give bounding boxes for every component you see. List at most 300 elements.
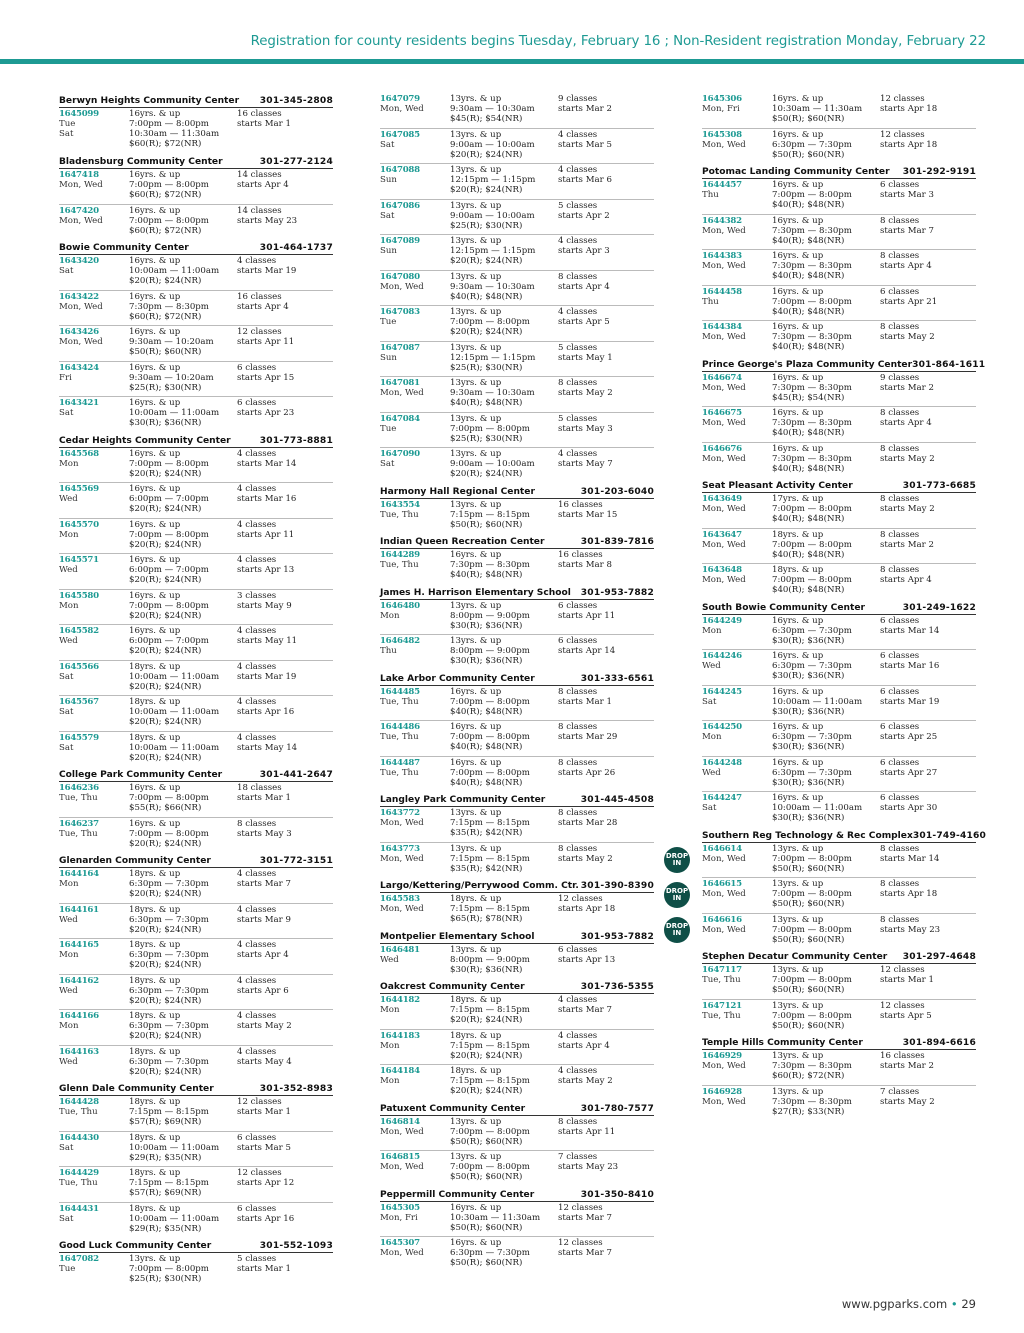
age-requirement: 16yrs. & up: [129, 291, 181, 302]
course-code-link[interactable]: 1646674: [702, 372, 742, 383]
location-header: [380, 1188, 654, 1202]
course-code-link[interactable]: 1643424: [59, 362, 99, 373]
class-count: 8 classes: [558, 843, 598, 854]
class-entry: [380, 93, 654, 129]
location-header: [59, 241, 333, 255]
course-code-link[interactable]: 1645308: [702, 129, 742, 140]
class-fee: $20(R); $24(NR): [450, 1050, 523, 1061]
class-days: Mon: [702, 625, 722, 636]
course-code-link[interactable]: 1647087: [380, 342, 420, 353]
course-code-link[interactable]: 1645569: [59, 484, 99, 494]
course-code-link[interactable]: 1643426: [59, 327, 99, 337]
course-code-link[interactable]: 1646615: [702, 879, 742, 889]
class-time: 10:30am — 11:30am: [450, 1212, 541, 1223]
class-days: Mon, Wed: [702, 1061, 746, 1071]
course-code-link[interactable]: 1643422: [59, 291, 99, 302]
location-phone: 301-333-6561: [580, 673, 654, 684]
class-days: Mon, Wed: [702, 418, 746, 428]
class-count: 6 classes: [880, 286, 920, 297]
age-requirement: 16yrs. & up: [129, 205, 181, 216]
class-entry: [380, 271, 654, 307]
start-date: starts Apr 30: [880, 803, 938, 813]
class-fee: $30(R); $36(NR): [450, 964, 523, 975]
class-entry: [702, 179, 976, 215]
age-requirement: 13yrs. & up: [450, 636, 502, 646]
course-code-link[interactable]: 1644161: [59, 904, 99, 915]
location-block: [702, 601, 976, 828]
start-date: starts May 2: [558, 388, 613, 398]
class-fee: $25(R); $30(NR): [129, 382, 202, 393]
start-date: starts Mar 5: [558, 139, 612, 150]
class-fee: $20(R); $24(NR): [450, 1015, 523, 1025]
course-code-link[interactable]: 1647082: [59, 1254, 99, 1264]
course-code-link[interactable]: 1644428: [59, 1097, 99, 1107]
course-code-link[interactable]: 1645305: [380, 1202, 420, 1213]
class-time: 7:30pm — 8:30pm: [772, 418, 852, 428]
start-date: starts Mar 2: [880, 382, 934, 393]
location-block: [380, 879, 654, 929]
course-code-link[interactable]: 1646616: [702, 914, 742, 925]
course-code-link[interactable]: 1644486: [380, 722, 420, 732]
course-code-link[interactable]: 1647420: [59, 205, 99, 216]
age-requirement: 13yrs. & up: [450, 843, 502, 854]
course-code-link[interactable]: 1647090: [380, 449, 420, 459]
age-requirement: 16yrs. & up: [772, 94, 824, 104]
location-block: [380, 1188, 654, 1273]
start-date: starts Apr 4: [880, 418, 932, 428]
class-time: 6:30pm — 7:30pm: [129, 1056, 209, 1067]
start-date: starts Mar 16: [237, 494, 297, 504]
course-code-link[interactable]: 1645567: [59, 697, 99, 707]
class-fee: $30(R); $36(NR): [772, 635, 845, 646]
class-time: 7:30pm — 8:30pm: [772, 261, 852, 271]
course-code-link[interactable]: 1645582: [59, 626, 99, 636]
location-block: [702, 93, 976, 164]
course-code-link[interactable]: 1645099: [59, 109, 99, 119]
class-fee: $40(R); $48(NR): [450, 570, 523, 580]
class-count: 4 classes: [558, 449, 598, 459]
start-date: starts May 2: [558, 853, 613, 864]
class-fee: $40(R); $48(NR): [772, 271, 845, 281]
class-days: Sat: [59, 671, 74, 682]
course-code-link[interactable]: 1644249: [702, 615, 742, 626]
course-code-link[interactable]: 1643773: [380, 843, 420, 854]
location-phone: 301-390-8390: [580, 881, 654, 891]
class-fee: $57(R); $69(NR): [129, 1188, 202, 1198]
class-time: 7:15pm — 8:15pm: [129, 1178, 209, 1188]
course-code-link[interactable]: 1644247: [702, 793, 742, 803]
age-requirement: 16yrs. & up: [772, 215, 824, 226]
course-code-link[interactable]: 1644458: [702, 286, 742, 297]
course-code-link[interactable]: 1645579: [59, 732, 99, 743]
class-entry: [59, 1253, 333, 1289]
location-header: [702, 358, 986, 372]
class-entry: [59, 519, 333, 555]
course-code-link[interactable]: 1646929: [702, 1051, 742, 1061]
start-date: starts Mar 28: [558, 818, 618, 828]
start-date: starts Apr 26: [558, 767, 616, 778]
class-days: Tue: [380, 317, 397, 327]
class-entry: [380, 843, 654, 879]
age-requirement: 18yrs. & up: [450, 1030, 502, 1041]
class-days: Sun: [380, 246, 397, 256]
location-header: [702, 1036, 976, 1050]
column-1: [59, 93, 333, 1289]
class-days: Mon, Wed: [702, 504, 746, 514]
class-fee: $40(R); $48(NR): [772, 549, 845, 560]
class-days: Thu: [702, 190, 719, 200]
course-code-link[interactable]: 1643554: [380, 499, 420, 510]
class-time: 10:00am — 11:00am: [129, 671, 220, 682]
class-fee: $20(R); $24(NR): [129, 752, 202, 763]
start-date: starts May 1: [558, 352, 613, 363]
course-code-link[interactable]: 1644246: [702, 651, 742, 661]
class-count: 4 classes: [237, 904, 277, 915]
class-count: 9 classes: [558, 94, 598, 104]
class-count: 8 classes: [880, 565, 920, 575]
class-time: 12:15pm — 1:15pm: [450, 352, 536, 363]
course-code-link[interactable]: 1647079: [380, 94, 420, 104]
class-count: 4 classes: [237, 697, 277, 707]
start-date: starts May 2: [880, 1096, 935, 1107]
class-count: 8 classes: [880, 879, 920, 889]
class-entry: [59, 169, 333, 205]
class-fee: $30(R); $36(NR): [772, 813, 845, 823]
class-days: Mon, Wed: [59, 215, 103, 226]
class-entry: [59, 1132, 333, 1168]
course-code-link[interactable]: 1644430: [59, 1132, 99, 1143]
age-requirement: 16yrs. & up: [129, 555, 181, 565]
location-name: South Bowie Community Center: [702, 602, 865, 613]
class-count: 6 classes: [558, 636, 598, 646]
course-code-link[interactable]: 1646480: [380, 600, 420, 611]
class-time: 9:30am — 10:30am: [450, 388, 535, 398]
class-entry: [702, 250, 976, 286]
course-code-link[interactable]: 1644429: [59, 1168, 99, 1178]
class-days: Wed: [702, 767, 721, 778]
location-block: [380, 672, 654, 793]
course-code-link[interactable]: 1644383: [702, 251, 742, 261]
class-entry: [59, 1167, 333, 1203]
location-phone: 301-292-9191: [902, 167, 976, 177]
class-days: Sat: [702, 803, 717, 813]
location-phone: 301-345-2808: [259, 96, 333, 106]
class-count: 4 classes: [237, 661, 277, 672]
class-time: 7:00pm — 8:00pm: [772, 296, 852, 307]
start-date: starts May 11: [237, 636, 298, 646]
course-code-link[interactable]: 1645568: [59, 448, 99, 459]
class-count: 16 classes: [237, 109, 282, 119]
course-code-link[interactable]: 1647085: [380, 129, 420, 140]
course-code-link[interactable]: 1647418: [59, 170, 99, 180]
class-time: 10:00am — 11:00am: [129, 266, 220, 276]
start-date: starts Mar 14: [880, 625, 940, 636]
start-date: starts Mar 2: [880, 1061, 934, 1071]
course-code-link[interactable]: 1646815: [380, 1152, 420, 1162]
class-fee: $50(R); $60(NR): [772, 934, 845, 945]
class-time: 6:30pm — 7:30pm: [772, 661, 852, 671]
location-phone: 301-464-1737: [259, 243, 333, 253]
class-days: Mon, Wed: [702, 1096, 746, 1107]
start-date: starts Apr 5: [880, 1010, 932, 1021]
class-time: 10:30am — 11:30am: [772, 104, 863, 114]
course-code-link[interactable]: 1644431: [59, 1203, 99, 1214]
class-fee: $20(R); $24(NR): [129, 575, 202, 585]
course-code-link[interactable]: 1644183: [380, 1030, 420, 1041]
course-code-link[interactable]: 1646236: [59, 783, 99, 793]
course-code-link[interactable]: 1646481: [380, 944, 420, 955]
age-requirement: 16yrs. & up: [772, 372, 824, 383]
location-name: Temple Hills Community Center: [702, 1038, 863, 1048]
class-fee: $50(R); $60(NR): [450, 1136, 523, 1147]
class-fee: $20(R); $24(NR): [129, 889, 202, 899]
class-days: Mon, Wed: [702, 453, 746, 464]
course-code-link[interactable]: 1644182: [380, 995, 420, 1005]
class-count: 8 classes: [880, 443, 920, 454]
age-requirement: 18yrs. & up: [129, 732, 181, 743]
class-count: 8 classes: [880, 251, 920, 261]
start-date: starts May 2: [880, 332, 935, 342]
age-requirement: 16yrs. & up: [772, 251, 824, 261]
location-header: [380, 485, 654, 499]
course-code-link[interactable]: 1644165: [59, 940, 99, 950]
class-time: 6:00pm — 7:00pm: [129, 636, 209, 646]
location-block: [59, 94, 333, 154]
class-count: 12 classes: [237, 327, 282, 337]
age-requirement: 16yrs. & up: [772, 793, 824, 803]
class-entry: [702, 757, 976, 793]
page-footer: [842, 1297, 976, 1311]
course-code-link[interactable]: 1646675: [702, 408, 742, 418]
course-code-link[interactable]: 1647089: [380, 236, 420, 246]
class-time: 7:30pm — 8:30pm: [772, 1096, 852, 1107]
class-count: 9 classes: [880, 372, 920, 383]
course-code-link[interactable]: 1643649: [702, 494, 742, 504]
age-requirement: 18yrs. & up: [129, 1046, 181, 1057]
age-requirement: 16yrs. & up: [450, 686, 502, 697]
class-fee: $20(R); $24(NR): [129, 960, 202, 970]
start-date: starts Mar 2: [880, 539, 934, 550]
class-days: Mon: [380, 1005, 400, 1015]
class-days: Wed: [59, 1056, 78, 1067]
location-phone: 301-736-5355: [580, 982, 654, 992]
class-time: 9:00am — 10:00am: [450, 139, 535, 150]
course-code-link[interactable]: 1646237: [59, 818, 99, 829]
class-days: Tue, Thu: [59, 1107, 98, 1117]
class-entry: [702, 792, 976, 828]
class-fee: $20(R); $24(NR): [129, 468, 202, 479]
location-block: [380, 586, 654, 671]
course-code-link[interactable]: 1647086: [380, 200, 420, 211]
course-code-link[interactable]: 1644487: [380, 757, 420, 768]
class-time: 10:00am — 11:00am: [129, 1213, 220, 1224]
class-count: 6 classes: [880, 722, 920, 732]
course-code-link[interactable]: 1647084: [380, 413, 420, 424]
course-code-link[interactable]: 1643421: [59, 398, 99, 408]
class-entry: [380, 721, 654, 757]
class-days: Wed: [380, 954, 399, 965]
course-code-link[interactable]: 1647117: [702, 965, 742, 975]
start-date: starts Mar 7: [880, 225, 934, 236]
course-code-link[interactable]: 1644164: [59, 869, 99, 879]
class-days: Tue, Thu: [380, 732, 419, 742]
course-code-link[interactable]: 1644485: [380, 686, 420, 697]
course-code-link[interactable]: 1644457: [702, 180, 742, 190]
course-code-link[interactable]: 1645583: [380, 894, 420, 904]
course-code-link[interactable]: 1645580: [59, 590, 99, 601]
start-date: starts Mar 5: [237, 1142, 291, 1153]
course-code-link[interactable]: 1647081: [380, 378, 420, 388]
course-code-link[interactable]: 1644250: [702, 722, 742, 732]
location-phone: 301-749-4160: [912, 830, 987, 841]
class-days: Mon, Wed: [702, 332, 746, 342]
class-fee: $50(R); $60(NR): [450, 1172, 523, 1182]
start-date: starts Mar 3: [880, 190, 934, 200]
class-entry: [59, 696, 333, 732]
location-name: Langley Park Community Center: [380, 795, 546, 805]
age-requirement: 13yrs. & up: [450, 808, 502, 818]
class-days: Thu: [380, 646, 397, 656]
course-code-link[interactable]: 1644166: [59, 1011, 99, 1021]
class-entry: [702, 1000, 976, 1036]
class-count: 4 classes: [558, 129, 598, 140]
class-days: Mon, Wed: [59, 337, 103, 347]
course-code-link[interactable]: 1645570: [59, 519, 99, 530]
course-code-link[interactable]: 1645566: [59, 661, 99, 672]
class-time: 6:00pm — 7:00pm: [129, 565, 209, 575]
course-code-link[interactable]: 1647083: [380, 307, 420, 317]
age-requirement: 13yrs. & up: [450, 499, 502, 510]
course-code-link[interactable]: 1644382: [702, 215, 742, 226]
class-time: 7:00pm — 8:00pm: [772, 889, 852, 899]
class-entry: [702, 129, 976, 165]
class-fee: $20(R); $24(NR): [450, 149, 523, 160]
location-phone: 301-249-1622: [902, 602, 976, 613]
class-entry: [702, 686, 976, 722]
course-code-link[interactable]: 1644162: [59, 975, 99, 986]
class-time: 7:15pm — 8:15pm: [450, 904, 530, 914]
class-days: Mon, Wed: [59, 180, 103, 190]
course-code-link[interactable]: 1644384: [702, 322, 742, 332]
start-date: starts May 9: [237, 600, 292, 611]
class-days: Mon, Wed: [59, 301, 103, 312]
class-time: 10:00am — 11:00am: [772, 696, 863, 707]
class-count: 6 classes: [558, 600, 598, 611]
location-phone: 301-773-6685: [902, 481, 976, 491]
class-count: 5 classes: [237, 1254, 277, 1264]
course-code-link[interactable]: 1647088: [380, 165, 420, 175]
website-link[interactable]: www.pgparks.com: [841, 1297, 948, 1311]
course-code-link[interactable]: 1646814: [380, 1116, 420, 1127]
class-days: Sat: [59, 408, 74, 418]
course-code-link[interactable]: 1646928: [702, 1086, 742, 1097]
class-entry: [702, 964, 976, 1000]
start-date: starts Apr 16: [237, 707, 295, 717]
class-count: 4 classes: [237, 1011, 277, 1021]
start-date: starts Apr 6: [237, 985, 289, 996]
class-entry: [702, 721, 976, 757]
class-time: 7:00pm — 8:00pm: [450, 317, 530, 327]
start-date: starts Mar 1: [237, 793, 291, 803]
class-time: 7:00pm — 8:00pm: [772, 190, 852, 200]
age-requirement: 16yrs. & up: [129, 327, 181, 337]
location-phone: 301-773-8881: [259, 435, 333, 446]
course-code-link[interactable]: 1647121: [702, 1000, 742, 1011]
age-requirement: 13yrs. & up: [450, 236, 502, 246]
start-date: starts Apr 13: [558, 954, 616, 965]
class-time: 7:30pm — 8:30pm: [772, 1061, 852, 1071]
course-code-link[interactable]: 1645306: [702, 94, 742, 104]
class-time: 6:00pm — 7:00pm: [129, 494, 209, 504]
class-fee: $35(R); $42(NR): [450, 863, 523, 874]
course-code-link[interactable]: 1644163: [59, 1046, 99, 1057]
course-code-link[interactable]: 1643420: [59, 256, 99, 266]
course-code-link[interactable]: 1644184: [380, 1066, 420, 1076]
class-fee: $60(R); $72(NR): [129, 225, 202, 236]
course-code-link[interactable]: 1643647: [702, 529, 742, 540]
age-requirement: 18yrs. & up: [772, 529, 824, 540]
course-code-link[interactable]: 1646676: [702, 443, 742, 454]
course-code-link[interactable]: 1647080: [380, 271, 420, 282]
course-code-link[interactable]: 1644248: [702, 757, 742, 768]
class-entry: [380, 235, 654, 271]
course-code-link[interactable]: 1645307: [380, 1238, 420, 1248]
age-requirement: 13yrs. & up: [450, 307, 502, 317]
class-entry: [380, 164, 654, 200]
location-block: [380, 980, 654, 1101]
class-time: 7:15pm — 8:15pm: [450, 853, 530, 864]
start-date: starts Mar 19: [237, 671, 297, 682]
class-fee: $40(R); $48(NR): [772, 235, 845, 246]
age-requirement: 16yrs. & up: [129, 398, 181, 408]
class-time: 7:15pm — 8:15pm: [450, 509, 530, 520]
class-fee: $40(R); $48(NR): [450, 706, 523, 717]
class-fee: $30(R); $36(NR): [450, 656, 523, 666]
class-count: 16 classes: [558, 550, 603, 560]
location-header: [702, 479, 976, 493]
class-time: 8:00pm — 9:00pm: [450, 954, 530, 965]
start-date: starts May 3: [558, 423, 613, 434]
age-requirement: 18yrs. & up: [772, 565, 824, 575]
class-count: 3 classes: [237, 590, 277, 601]
class-time: 7:15pm — 8:15pm: [450, 1040, 530, 1051]
class-days: Wed: [702, 661, 721, 671]
class-days: Tue, Thu: [59, 1178, 98, 1188]
course-code-link[interactable]: 1644245: [702, 686, 742, 697]
start-date: starts Mar 16: [880, 661, 940, 671]
age-requirement: 18yrs. & up: [450, 1066, 502, 1076]
class-entry: [380, 944, 654, 980]
class-time: 9:00am — 10:00am: [450, 459, 535, 469]
course-code-link[interactable]: 1645571: [59, 555, 99, 565]
class-entry: [702, 914, 976, 950]
class-entry: [59, 1096, 333, 1132]
course-code-link[interactable]: 1643772: [380, 808, 420, 818]
age-requirement: 13yrs. & up: [450, 94, 502, 104]
location-block: [59, 854, 333, 1081]
course-code-link[interactable]: 1643648: [702, 565, 742, 575]
course-code-link[interactable]: 1646614: [702, 843, 742, 854]
course-code-link[interactable]: 1644289: [380, 550, 420, 560]
class-days: Mon: [59, 879, 79, 889]
class-days: Wed: [59, 985, 78, 996]
age-requirement: 13yrs. & up: [450, 342, 502, 353]
class-days: Mon: [59, 600, 79, 611]
start-date: starts Mar 1: [237, 119, 291, 129]
class-days: Sat: [380, 210, 395, 221]
age-requirement: 16yrs. & up: [450, 550, 502, 560]
course-code-link[interactable]: 1646482: [380, 636, 420, 646]
